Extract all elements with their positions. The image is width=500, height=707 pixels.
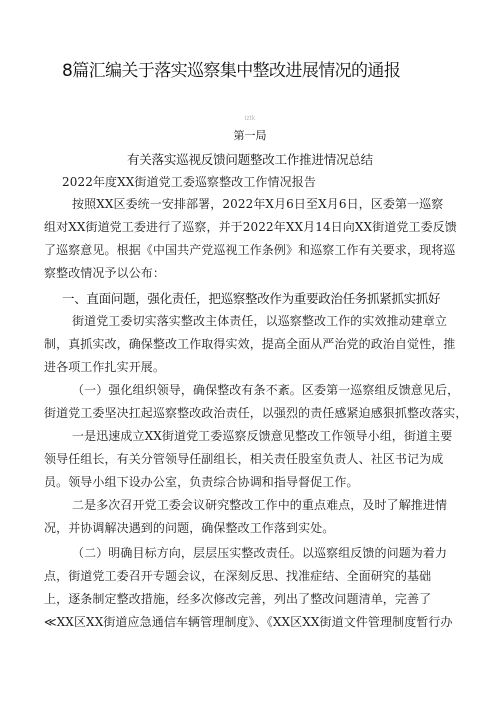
paragraph-line: 街道党工委坚决扛起巡察整改政治责任，以强烈的责任感紧迫感狠抓整改落实， bbox=[44, 406, 468, 420]
paragraph-line: 上，逐条制定整改措施，经多次修改完善，列出了整改问题清单，完善了 bbox=[44, 592, 432, 606]
paragraph-line: 制，真抓实改，确保整改工作取得实效，提高全面从严治党的政治自觉性，推 bbox=[44, 337, 456, 351]
heading-1: 一、直面问题，强化责任，把巡察整改作为重要政治任务抓紧抓实抓好 bbox=[62, 291, 441, 306]
paragraph-line: 二是多次召开党工委会议研究整改工作中的重点难点，及时了解推进情 bbox=[72, 498, 448, 512]
page-mark: Iztk bbox=[244, 115, 256, 122]
section-label: 第一局 bbox=[233, 129, 267, 142]
intro-line: 了巡察意见。根据《中国共产党巡视工作条例》和巡察工作有关要求，现将巡 bbox=[44, 243, 456, 257]
intro-line: 察整改情况予以公布： bbox=[44, 266, 166, 280]
paragraph-line: 领导任组长，有关分管领导任副组长，相关责任股室负责人、社区书记为成 bbox=[44, 452, 444, 466]
report-title: 2022年度XX街道党工委巡察整改工作情况报告 bbox=[62, 175, 316, 189]
paragraph-line: 员。领导小组下设办公室，负责综合协调和指导督促工作。 bbox=[44, 475, 359, 489]
paragraph-line: 况，并协调解决遇到的问题，确保整改工作落到实处。 bbox=[44, 521, 335, 535]
paragraph-line: 点，街道党工委召开专题会议，在深刻反思、找准症结、全面研究的基础 bbox=[44, 569, 432, 583]
paragraph-line: 进各项工作扎实开展。 bbox=[44, 360, 166, 374]
paragraph-line: 街道党工委切实落实整改主体责任，以巡察整改工作的实效推动建章立 bbox=[72, 314, 448, 328]
paragraph-line: （二）明确目标方向，层层压实整改责任。以巡察组反馈的问题为着力 bbox=[72, 546, 448, 560]
intro-line: 组对XX街道党工委进行了巡察，并于2022年XX月14日向XX街道党工委反馈 bbox=[44, 220, 457, 234]
intro-line: 按照XX区委统一安排部署，2022年X月6日至X月6日，区委第一巡察 bbox=[72, 197, 444, 211]
section-heading: 有关落实巡视反馈问题整改工作推进情况总结 bbox=[126, 152, 373, 167]
paragraph-line: 一是迅速成立XX街道党工委巡察反馈意见整改工作领导小组，街道主要 bbox=[72, 429, 453, 443]
document-title: 8篇汇编关于落实巡察集中整改进展情况的通报 bbox=[62, 61, 401, 81]
paragraph-line: ≪XX区XX街道应急通信车辆管理制度》、《XX区XX街道文件管理制度暂行办 bbox=[44, 615, 453, 629]
paragraph-line: （一）强化组织领导，确保整改有条不紊。区委第一巡察组反馈意见后， bbox=[72, 383, 460, 397]
